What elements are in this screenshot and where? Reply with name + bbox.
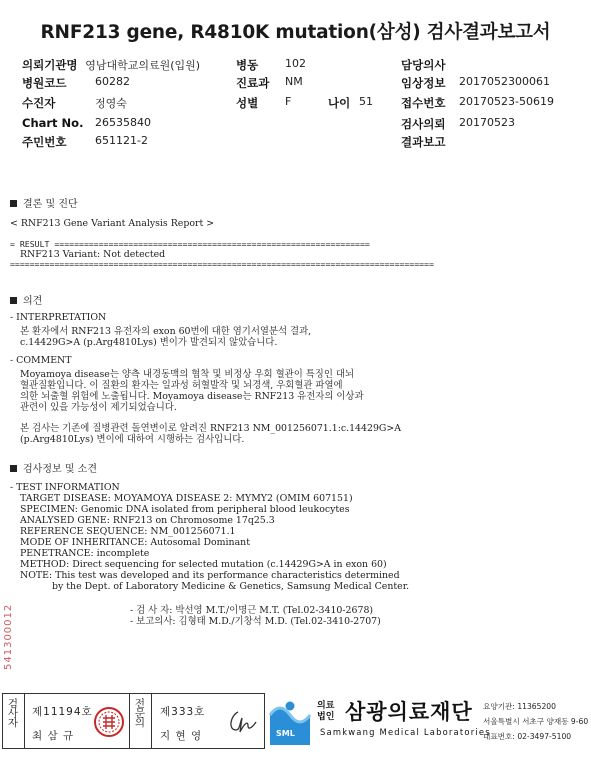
department-label: 진료과: [236, 76, 270, 90]
report-analysis-title: < RNF213 Gene Variant Analysis Report >: [10, 218, 215, 229]
sex-label: 성별: [236, 96, 259, 110]
result-rule: ======================================================================================: [10, 259, 434, 269]
sml-logo-icon: [268, 695, 312, 747]
conclusion-heading-text: 결론 및 진단: [23, 199, 78, 210]
specialist-vertical-label: 전문의: [133, 698, 146, 727]
recipient-label: 수진자: [22, 96, 56, 110]
resident-no-label: 주민번호: [22, 135, 67, 149]
chart-no-value: 26535840: [95, 116, 151, 129]
specialist-cell-label: [130, 694, 152, 748]
section-bullet-icon: [10, 465, 17, 472]
department-value: NM: [285, 75, 303, 88]
org-type: 의료법인: [317, 701, 335, 723]
conclusion-section-heading: [10, 195, 78, 210]
mode-of-inheritance: MODE OF INHERITANCE: Autosomal Dominant: [20, 537, 250, 548]
age-value: 51: [359, 95, 373, 108]
report-body: [0, 184, 591, 682]
section-bullet-icon: [10, 297, 17, 304]
result-value: RNF213 Variant: Not detected: [20, 249, 166, 260]
chart-no-label: Chart No.: [22, 116, 84, 130]
sex-value: F: [285, 95, 292, 108]
org-english-name: Samkwang Medical Laboratories: [320, 727, 491, 737]
test-info-label: - TEST INFORMATION: [10, 482, 120, 493]
examiner-seal-icon: [93, 706, 125, 738]
hospital-code-value: 60282: [95, 75, 130, 88]
comment-line-1: Moyamoya disease는 양측 내경동맥의 협착 및 비정상 우회 혈관이 특징인 대뇌: [20, 369, 355, 380]
comment-line-6: (p.Arg4810Lys) 변이에 대하여 시행하는 검사입니다.: [20, 434, 245, 445]
interpretation-label: - INTERPRETATION: [10, 312, 107, 323]
examiner-license: 제11194호: [32, 706, 93, 718]
clinical-info-value: 2017052300061: [459, 75, 550, 88]
org-name: 삼광의료재단: [345, 700, 473, 724]
specialist-license: 제333호: [160, 706, 206, 718]
specialist-cell: [152, 694, 264, 748]
examiner-line: - 검 사 자: 박선영 M.T./이명근 M.T. (Tel.02-3410-2678): [130, 605, 374, 616]
org-address: 서울특별시 서초구 양재동 9-60: [483, 717, 589, 726]
target-disease: TARGET DISEASE: MOYAMOYA DISEASE 2: MYMY2 (OMIM 607151): [20, 493, 353, 504]
comment-line-3: 의한 뇌출혈 위험에 노출됩니다. Moyamoya disease는 RNF213 유전자의 이상과: [20, 391, 364, 402]
method: METHOD: Direct sequencing for selected mutation (c.14429G>A in exon 60): [20, 559, 387, 570]
specialist-name: 지 현 영: [160, 730, 203, 742]
header-hospital-code: [22, 75, 66, 91]
specimen: SPECIMEN: Genomic DNA isolated from peripheral blood leukocytes: [20, 504, 350, 515]
resident-no-value: 651121-2: [95, 134, 148, 147]
examiner-cell-label: [3, 694, 25, 748]
opinion-heading-text: 의견: [23, 296, 43, 307]
header-recipient: [22, 95, 55, 111]
receipt-no-value: 20170523-50619: [459, 95, 554, 108]
signature-table: [2, 693, 265, 749]
test-info-section-heading: [10, 460, 97, 475]
comment-line-2: 혈관질환입니다. 이 질환의 환자는 일과성 허혈발작 및 뇌경색, 우회혈관 파열에: [20, 380, 343, 391]
org-phone: 대표번호: 02-3497-5100: [483, 732, 572, 741]
comment-line-4: 관련이 있을 가능성이 제기되었습니다.: [20, 402, 177, 413]
comment-label: - COMMENT: [10, 355, 72, 366]
sml-logo-text: SML: [276, 729, 295, 738]
header-resident-no: [22, 134, 66, 150]
penetrance: PENETRANCE: incomplete: [20, 548, 150, 559]
reference-sequence: REFERENCE SEQUENCE: NM_001256071.1: [20, 526, 236, 537]
specialist-signature-icon: [224, 704, 260, 738]
ward-value: 102: [285, 57, 306, 70]
report-title: RNF213 gene, R4810K mutation(삼성) 검사결과보고서: [40, 22, 551, 43]
interpretation-line-1: 본 환자에서 RNF213 유전자의 exon 60번에 대한 염기서열분석 결과,: [20, 326, 312, 337]
test-heading-text: 검사정보 및 소견: [23, 464, 97, 475]
request-date-label: 검사의뢰: [401, 117, 446, 131]
section-bullet-icon: [10, 200, 17, 207]
recipient-value: 정영숙: [95, 97, 127, 110]
header-institution: [22, 57, 200, 73]
side-barcode-number: 541300012: [3, 603, 14, 670]
note-line-2: by the Dept. of Laboratory Medicine & Genetics, Samsung Medical Center.: [52, 581, 410, 592]
doctor-label: 담당의사: [401, 58, 446, 72]
note-line-1: NOTE: This test was developed and its performance characteristics determined: [20, 570, 400, 581]
examiner-name: 최 삼 규: [32, 730, 75, 742]
clinical-info-label: 임상정보: [401, 76, 446, 90]
result-separator: = RESULT ================================================================: [10, 239, 370, 249]
receipt-no-label: 접수번호: [401, 96, 446, 110]
analysed-gene: ANALYSED GENE: RNF213 on Chromosome 17q25.3: [20, 515, 275, 526]
hospital-code-label: 병원코드: [22, 76, 67, 90]
header-chart-no: [22, 116, 83, 130]
report-date-label: 결과보고: [401, 135, 446, 149]
interpretation-line-2: c.14429G>A (p.Arg4810Lys) 변이가 발견되지 않았습니다.: [20, 337, 278, 348]
org-code: 요양기관: 11365200: [483, 702, 556, 711]
examiner-cell: [25, 694, 130, 748]
comment-line-5: 본 검사는 기존에 질병관련 돌연변이로 알려진 RNF213 NM_001256071.1:c.14429G>A: [20, 423, 402, 434]
footer: [2, 693, 589, 759]
institution-label: 의뢰기관명: [22, 58, 78, 72]
request-date-value: 20170523: [459, 116, 515, 129]
opinion-section-heading: [10, 292, 42, 307]
reporter-line: - 보고의사: 김형태 M.D./기창석 M.D. (Tel.02-3410-2707): [130, 616, 381, 627]
examiner-vertical-label: 검사자: [6, 698, 19, 727]
age-label: 나이: [328, 96, 351, 110]
institution-value: 영남대학교의료원(입원): [85, 59, 201, 72]
ward-label: 병동: [236, 58, 259, 72]
